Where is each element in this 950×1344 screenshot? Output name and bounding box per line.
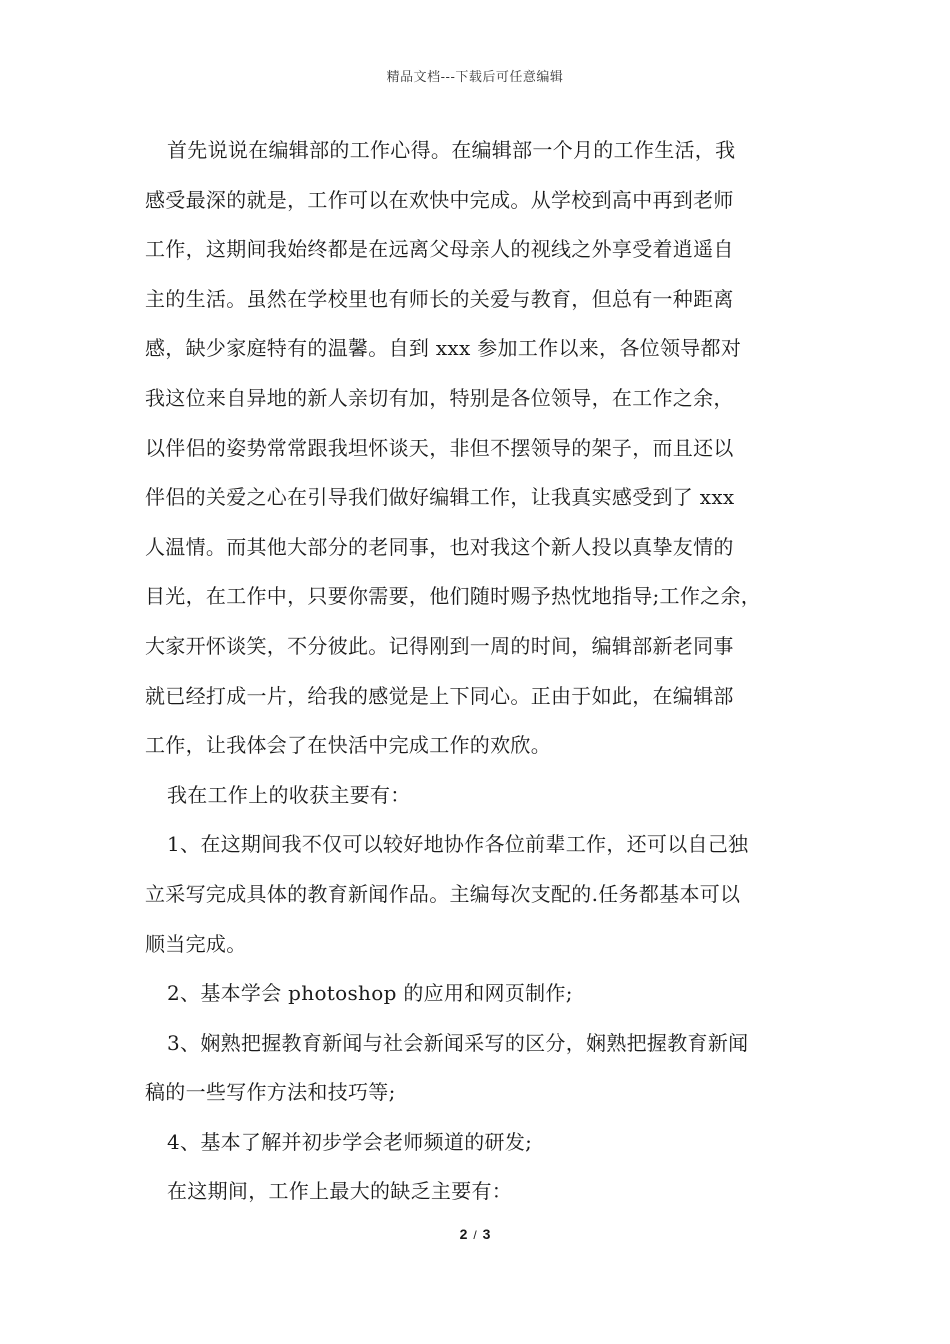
page-number <box>0 1226 950 1242</box>
paragraph-line: 主的生活。虽然在学校里也有师长的关爱与教育，但总有一种距离 <box>145 286 734 311</box>
paragraph-line: 目光，在工作中，只要你需要，他们随时赐予热忱地指导;工作之余， <box>145 584 762 609</box>
paragraph-line: 工作，让我体会了在快活中完成工作的欢欣。 <box>145 733 551 758</box>
paragraph-line: 大家开怀谈笑，不分彼此。记得刚到一周的时间，编辑部新老同事 <box>145 633 734 658</box>
list-item-line: 立采写完成具体的教育新闻作品。主编每次支配的.任务都基本可以 <box>145 881 741 906</box>
paragraph-line: 以伴侣的姿势常常跟我坦怀谈天，非但不摆领导的架子，而且还以 <box>145 435 734 460</box>
paragraph-line: 就已经打成一片，给我的感觉是上下同心。正由于如此，在编辑部 <box>145 683 734 708</box>
paragraph-line: 在这期间，工作上最大的缺乏主要有： <box>167 1179 513 1204</box>
paragraph-line: 感，缺少家庭特有的温馨。自到 xxx 参加工作以来，各位领导都对 <box>145 336 742 361</box>
list-item-line: 顺当完成。 <box>145 931 247 956</box>
paragraph-line: 首先说说在编辑部的工作心得。在编辑部一个月的工作生活，我 <box>167 138 736 162</box>
list-item-line: 4、基本了解并初步学会老师频道的研发; <box>167 1129 533 1154</box>
paragraph-line: 人温情。而其他大部分的老同事，也对我这个新人投以真挚友情的 <box>145 534 734 559</box>
document-body <box>145 126 815 1217</box>
page-header: 精品文档---下载后可任意编辑 <box>386 70 564 85</box>
list-item-line: 1、在这期间我不仅可以较好地协作各位前辈工作，还可以自己独 <box>167 832 749 857</box>
paragraph-line: 感受最深的就是，工作可以在欢快中完成。从学校到高中再到老师 <box>145 187 734 212</box>
paragraph-line: 我这位来自异地的新人亲切有加，特别是各位领导，在工作之余， <box>145 385 734 410</box>
page-separator: / <box>473 1228 477 1242</box>
list-item-line: 3、娴熟把握教育新闻与社会新闻采写的区分，娴熟把握教育新闻 <box>167 1030 749 1055</box>
list-item-line: 稿的一些写作方法和技巧等; <box>145 1080 396 1105</box>
paragraph-line: 我在工作上的收获主要有： <box>167 782 411 807</box>
current-page-number: 2 <box>459 1226 468 1242</box>
paragraph-line: 伴侣的关爱之心在引导我们做好编辑工作，让我真实感受到了 xxx <box>145 485 735 510</box>
paragraph-line: 工作，这期间我始终都是在远离父母亲人的视线之外享受着逍遥自 <box>145 237 734 262</box>
total-page-count: 3 <box>482 1226 491 1242</box>
list-item-line: 2、基本学会 photoshop 的应用和网页制作; <box>167 981 573 1006</box>
